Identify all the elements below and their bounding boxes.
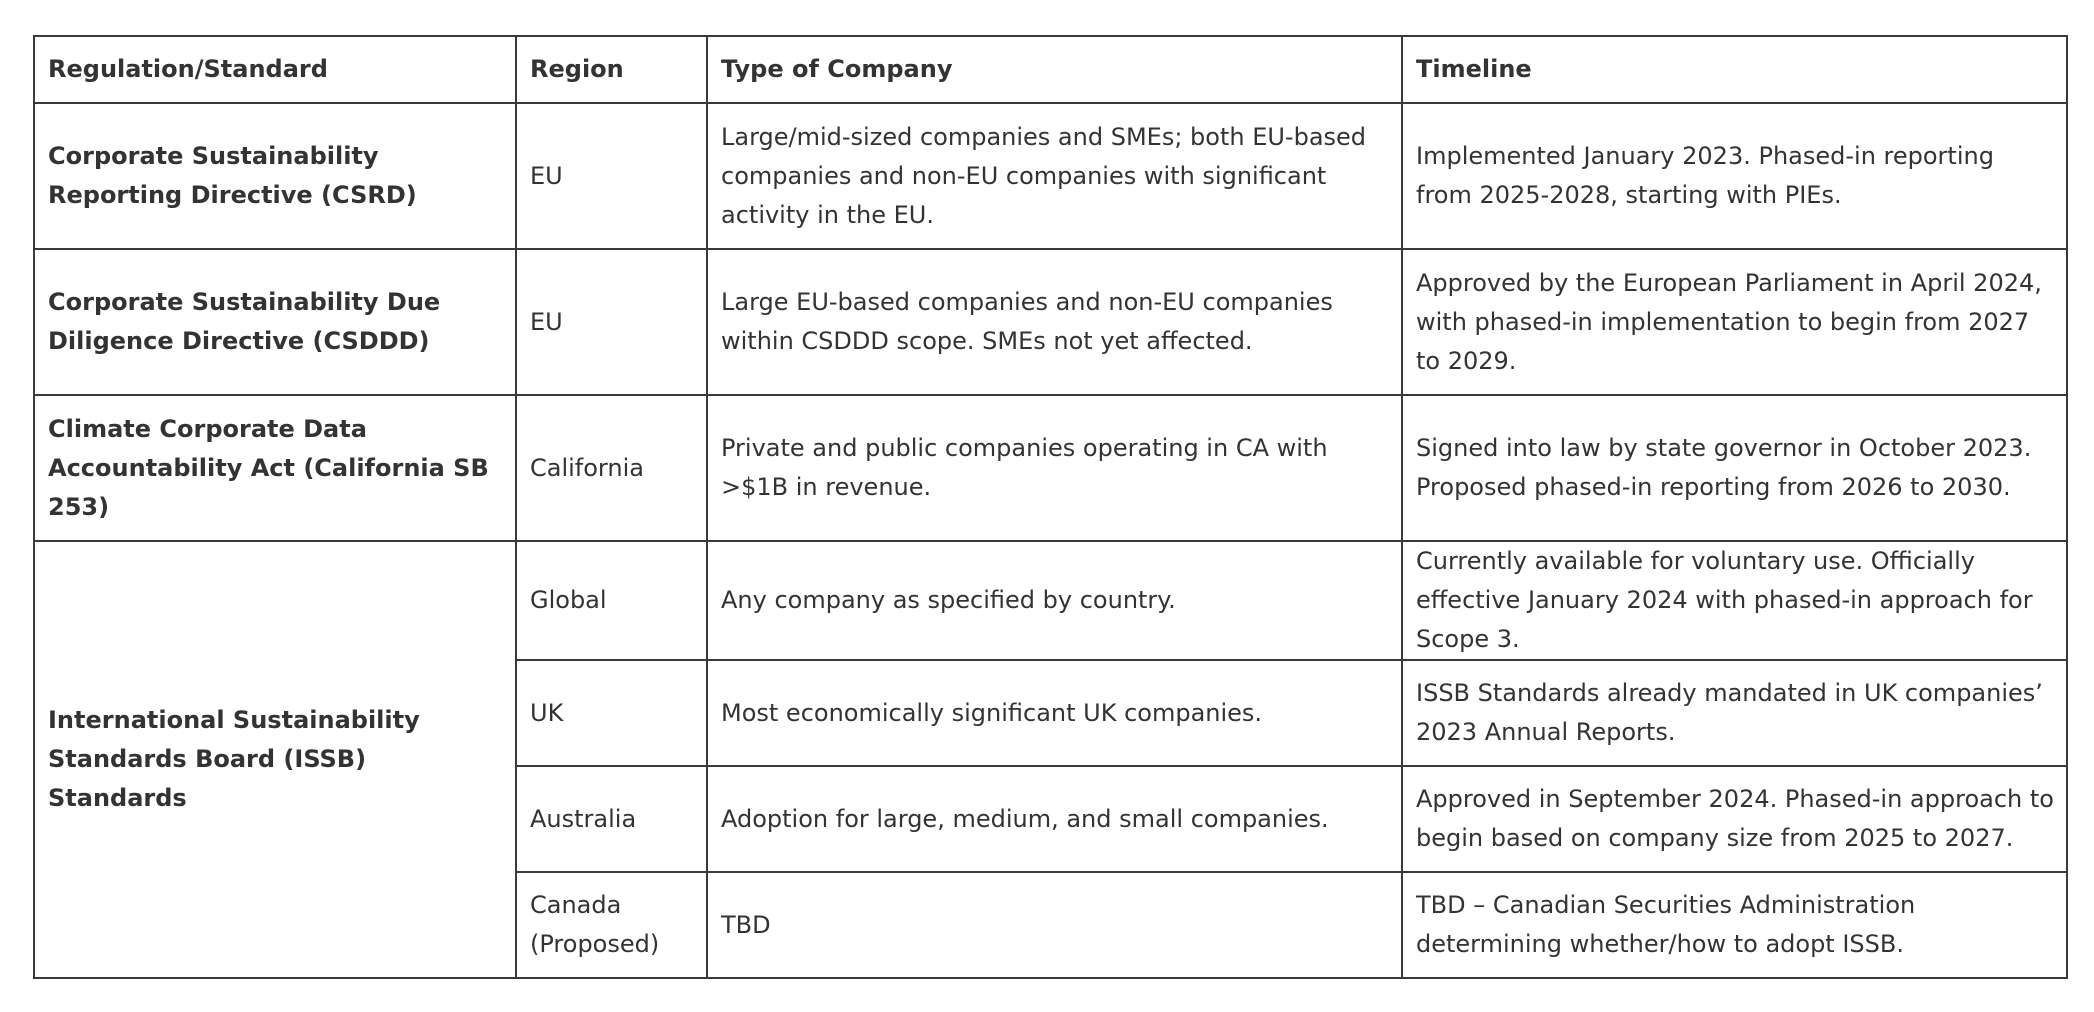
region-cell: Global (516, 541, 707, 660)
regulation-cell: Climate Corporate Data Accountability Act (California SB 253) (34, 395, 516, 541)
timeline-cell: Approved in September 2024. Phased-in approach to begin based on company size from 2025 to 2027. (1402, 766, 2067, 872)
header-timeline: Timeline (1402, 36, 2067, 103)
table-row (34, 249, 2067, 395)
region-cell: UK (516, 660, 707, 766)
region-cell: Australia (516, 766, 707, 872)
region-cell: EU (516, 103, 707, 249)
region-cell: Canada (Proposed) (516, 872, 707, 978)
timeline-cell: ISSB Standards already mandated in UK companies’ 2023 Annual Reports. (1402, 660, 2067, 766)
header-region: Region (516, 36, 707, 103)
timeline-cell: Signed into law by state governor in October 2023. Proposed phased-in reporting from 2026 to 2030. (1402, 395, 2067, 541)
company-type-cell: TBD (707, 872, 1402, 978)
company-type-cell: Private and public companies operating in CA with >$1B in revenue. (707, 395, 1402, 541)
timeline-cell: Implemented January 2023. Phased-in reporting from 2025-2028, starting with PIEs. (1402, 103, 2067, 249)
header-company-type: Type of Company (707, 36, 1402, 103)
timeline-cell: Approved by the European Parliament in April 2024, with phased-in implementation to begin from 2027 to 2029. (1402, 249, 2067, 395)
header-regulation: Regulation/Standard (34, 36, 516, 103)
regulation-cell-issb: International Sustainability Standards Board (ISSB) Standards (34, 541, 516, 978)
timeline-cell: Currently available for voluntary use. Officially effective January 2024 with phased-in approach for Scope 3. (1402, 541, 2067, 660)
timeline-cell: TBD – Canadian Securities Administration determining whether/how to adopt ISSB. (1402, 872, 2067, 978)
table-row (34, 541, 2067, 660)
regulations-table (33, 35, 2068, 979)
table-header-row (34, 36, 2067, 103)
company-type-cell: Adoption for large, medium, and small companies. (707, 766, 1402, 872)
company-type-cell: Large EU-based companies and non-EU companies within CSDDD scope. SMEs not yet affected. (707, 249, 1402, 395)
region-cell: California (516, 395, 707, 541)
company-type-cell: Most economically significant UK companies. (707, 660, 1402, 766)
regulation-cell: Corporate Sustainability Due Diligence Directive (CSDDD) (34, 249, 516, 395)
regulation-cell: Corporate Sustainability Reporting Directive (CSRD) (34, 103, 516, 249)
company-type-cell: Large/mid-sized companies and SMEs; both EU-based companies and non-EU companies with significant activity in the EU. (707, 103, 1402, 249)
region-cell: EU (516, 249, 707, 395)
table-row (34, 103, 2067, 249)
company-type-cell: Any company as specified by country. (707, 541, 1402, 660)
table-row (34, 395, 2067, 541)
